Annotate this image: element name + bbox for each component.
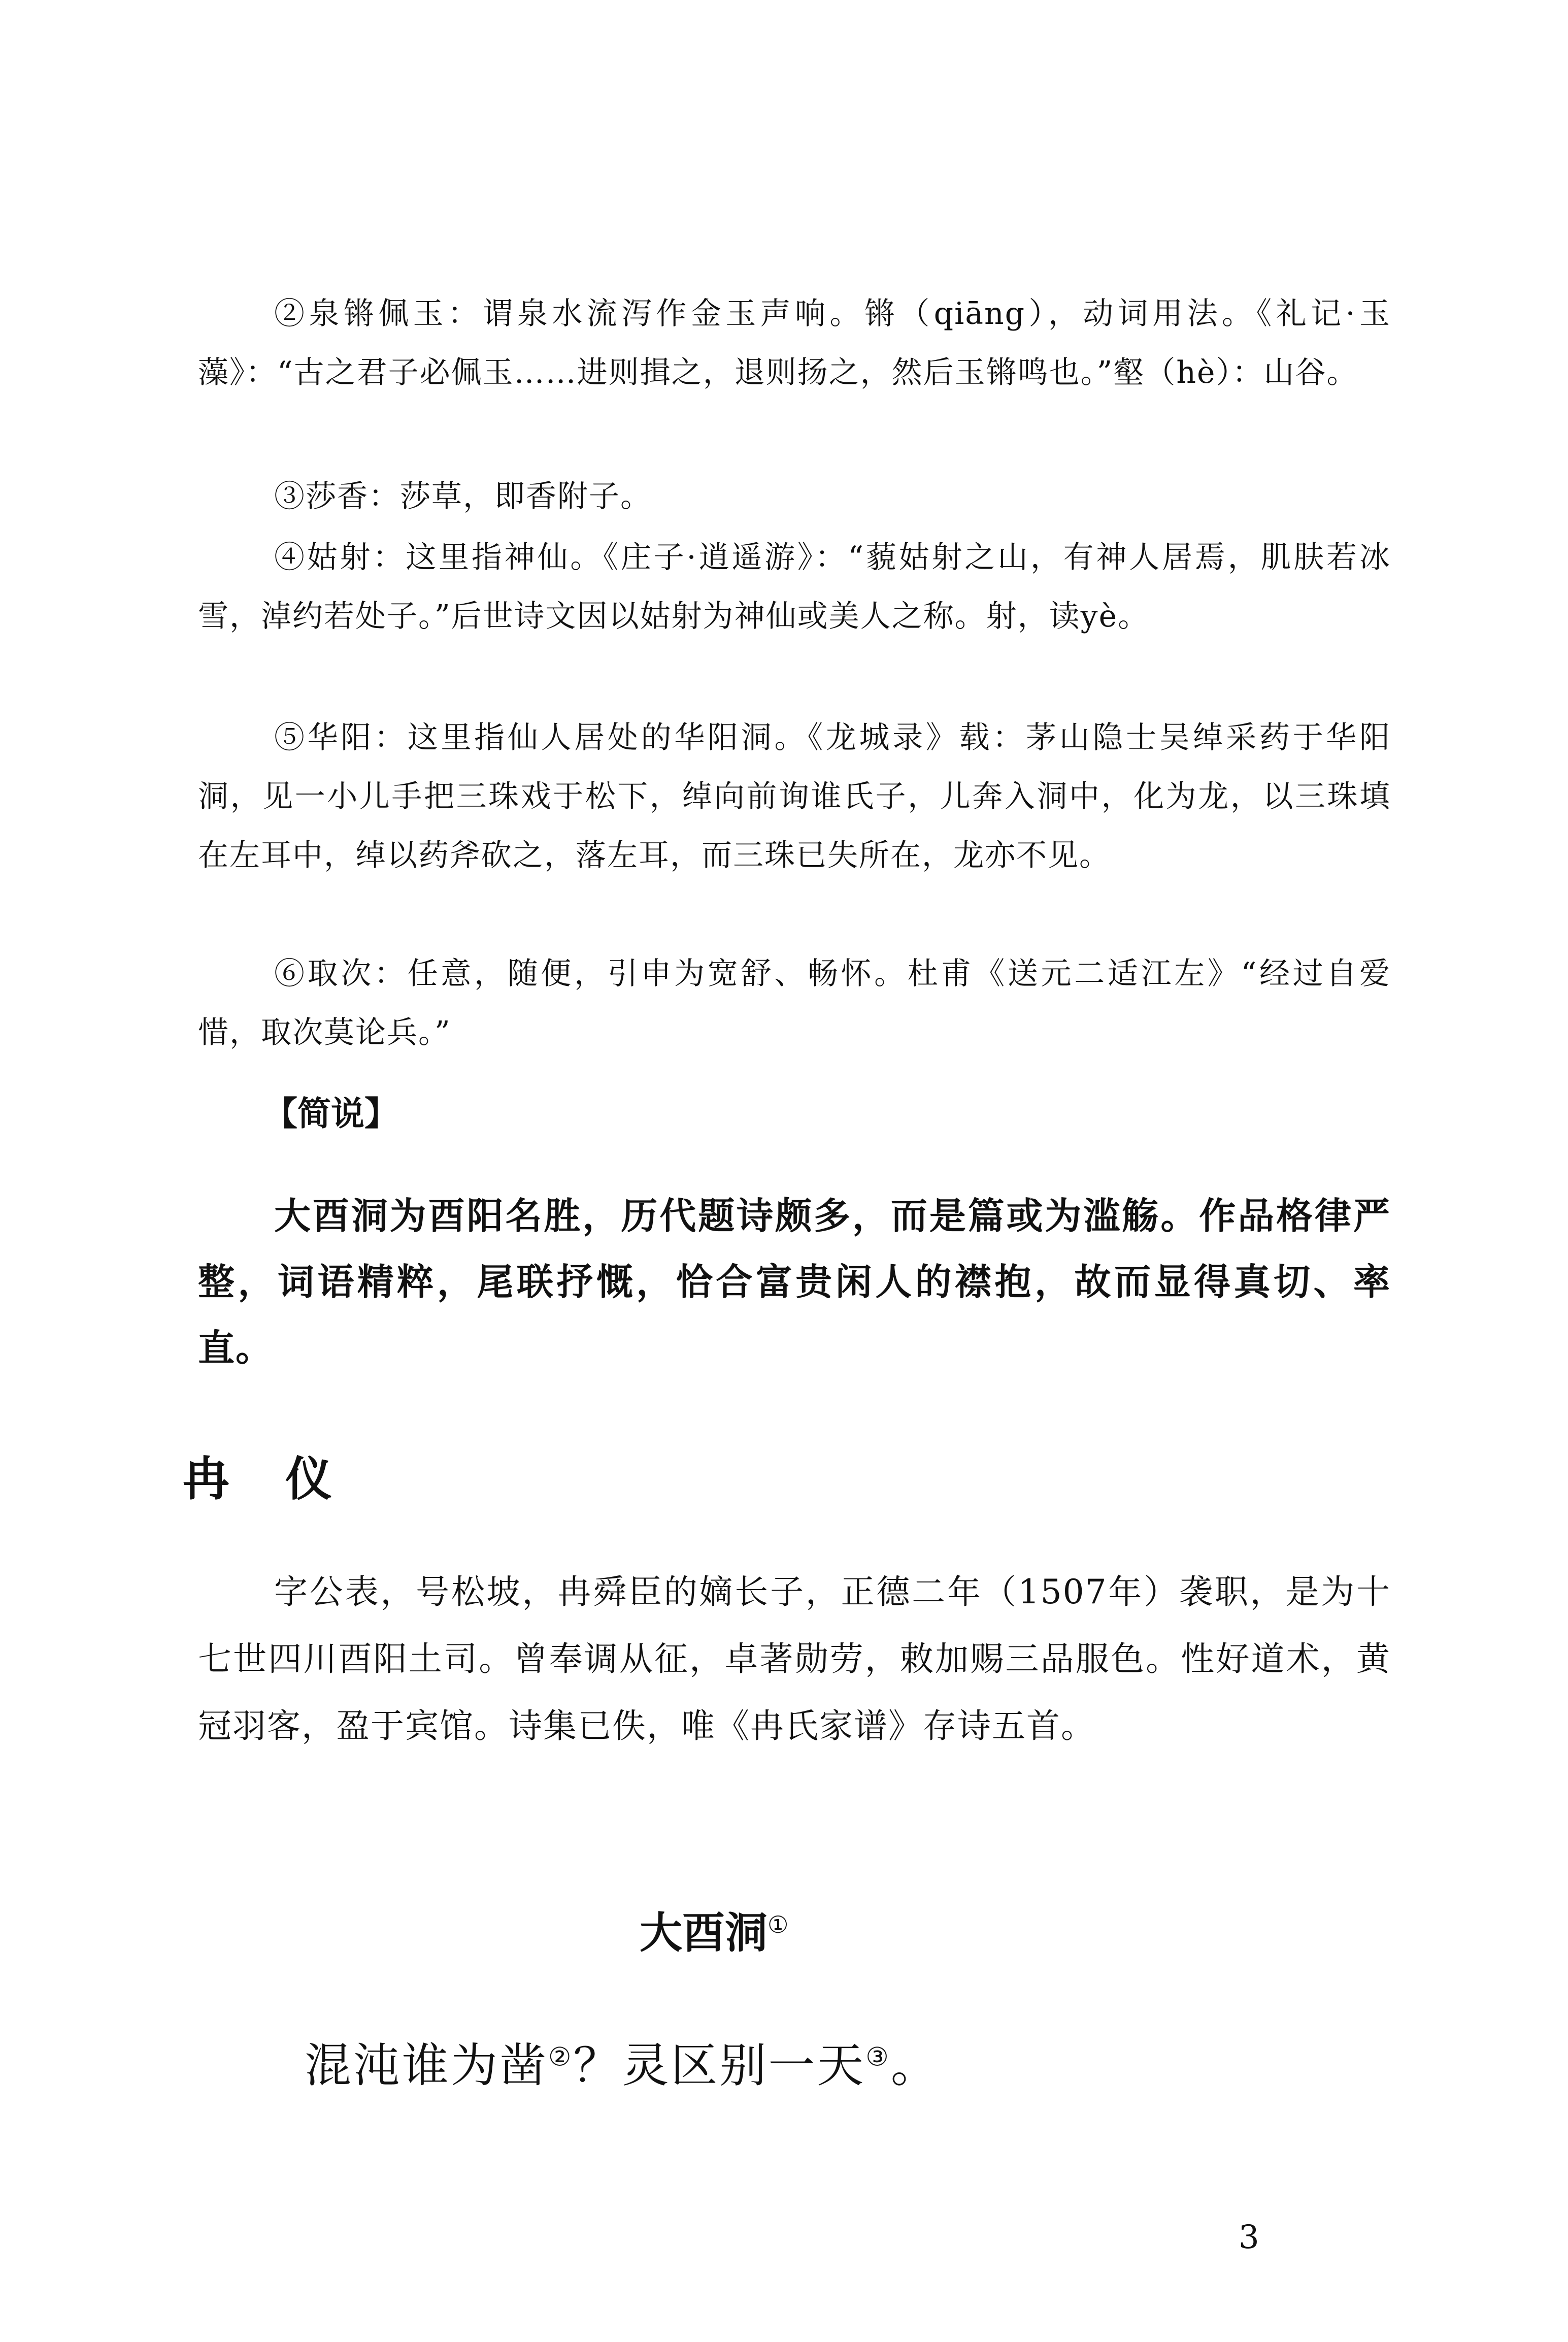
poem-title-text: 大酉洞: [640, 1908, 768, 1958]
footnote-marker-3: ③: [865, 2041, 891, 2072]
poem-line-part: ？灵区别一天: [573, 2038, 866, 2093]
author-name: 冉仪: [183, 1452, 388, 1506]
poem-title-footnote-marker: ①: [768, 1911, 789, 1938]
poem-line-part: 混沌谁为凿: [305, 2038, 549, 2093]
footnote-4: ④姑射：这里指神仙。《庄子·逍遥游》：“藐姑射之山，有神人居焉，肌肤若冰雪，淖约若处子。”后世诗文因以姑射为神仙或美人之称。射，读yè。: [198, 540, 1391, 634]
footnote-2: ②泉锵佩玉：谓泉水流泻作金玉声响。锵（qiāng），动词用法。《礼记·玉藻》：“古之君子必佩玉……进则揖之，退则扬之，然后玉锵鸣也。”壑（hè）：山谷。: [198, 296, 1391, 390]
poem-line-part: 。: [890, 2038, 940, 2093]
footnote-5: ⑤华阳：这里指仙人居处的华阳洞。《龙城录》载：茅山隐士吴绰采药于华阳洞，见一小儿手把三珠戏于松下，绰向前询谁氏子，儿奔入洞中，化为龙，以三珠填在左耳中，绰以药斧砍之，落左耳，而三珠已失所在，龙亦不见。: [198, 720, 1391, 873]
footnote-marker-2: ②: [548, 2041, 574, 2072]
summary-heading: 【简说】: [264, 1094, 398, 1133]
summary-text: 大酉洞为酉阳名胜，历代题诗颇多，而是篇或为滥觞。作品格律严整，词语精粹，尾联抒慨，恰合富贵闲人的襟抱，故而显得真切、率直。: [198, 1195, 1391, 1369]
footnote-3: ③莎香：莎草，即香附子。: [274, 479, 652, 514]
page-number: 3: [1239, 2219, 1259, 2256]
footnote-6: ⑥取次：任意，随便，引申为宽舒、畅怀。杜甫《送元二适江左》“经过自爱惜，取次莫论兵。”: [198, 956, 1391, 1050]
poem-line-1: [305, 2028, 940, 2095]
poem-title: [640, 1899, 788, 1960]
author-bio: 字公表，号松坡，冉舜臣的嫡长子，正德二年（1507年）袭职，是为十七世四川酉阳土司。曾奉调从征，卓著勋劳，敕加赐三品服色。性好道术，黄冠羽客，盈于宾馆。诗集已佚，唯《冉氏家谱》存诗五首。: [198, 1572, 1391, 1745]
